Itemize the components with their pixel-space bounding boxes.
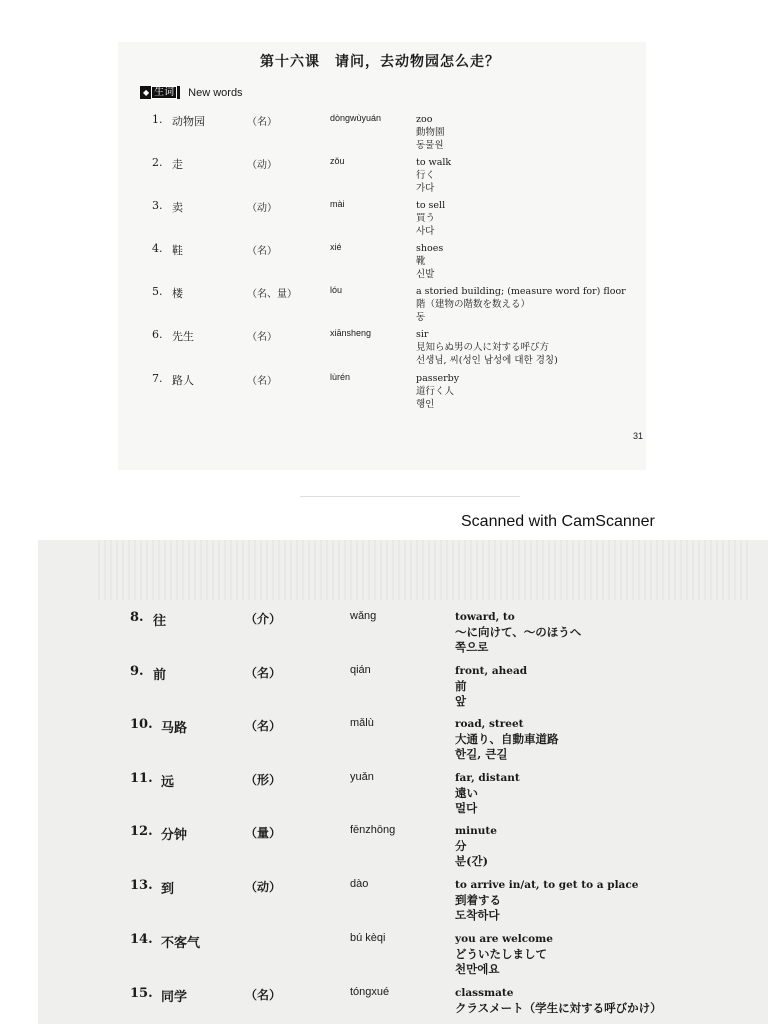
meaning-en: to arrive in/at, to get to a place [455, 879, 639, 891]
meaning-en: a storied building; (measure word for) floor [416, 286, 626, 297]
word-number: 11. [130, 771, 153, 786]
word-hanzi: 卖 [172, 201, 183, 214]
part-of-speech: （动） [245, 880, 282, 894]
diamond-icon: ◆ [143, 88, 150, 97]
part-of-speech: （名） [245, 719, 282, 733]
meaning-ko: 가다 [416, 183, 435, 194]
meaning-en: front, ahead [455, 665, 528, 677]
meanings [455, 932, 553, 977]
word-hanzi: 动物园 [172, 115, 205, 128]
word-hanzi: 马路 [161, 721, 188, 736]
word-number: 9. [130, 664, 144, 679]
meanings [416, 372, 459, 411]
meanings [416, 199, 445, 238]
meaning-ko: 사다 [416, 226, 435, 237]
meaning-ja: どういたしまして [455, 947, 547, 961]
camscanner-watermark: Scanned with CamScanner [461, 513, 655, 530]
word-number: 6. [152, 328, 163, 341]
pinyin: mài [330, 199, 345, 209]
meaning-ja: 遠い [455, 786, 478, 800]
meanings [455, 717, 559, 762]
meaning-ko: 앞 [455, 694, 467, 708]
part-of-speech: （名） [247, 376, 277, 387]
meaning-ko: 동물원 [416, 140, 444, 151]
pinyin: dào [350, 878, 369, 890]
word-number: 8. [130, 610, 144, 625]
meaning-en: shoes [416, 243, 444, 254]
meaning-ko: 선생님, 씨(성인 남성에 대한 경칭) [416, 355, 558, 366]
meaning-en: far, distant [455, 772, 520, 784]
meaning-ja: 行く [416, 170, 436, 181]
word-hanzi: 楼 [172, 287, 183, 300]
word-number: 4. [152, 242, 163, 255]
part-of-speech: （名） [247, 246, 277, 257]
lesson-title: 第十六课 请问，去动物园怎么走？ [260, 54, 500, 70]
meaning-ja: 分 [455, 839, 467, 853]
word-hanzi: 同学 [161, 990, 188, 1005]
meaning-ja: 到着する [455, 893, 501, 907]
meanings [455, 664, 527, 709]
meaning-ko: 쪽으로 [455, 640, 489, 654]
page-divider [300, 496, 520, 497]
part-of-speech: （名） [245, 666, 282, 680]
meaning-ko: 행인 [416, 399, 435, 410]
meaning-ko: 멀다 [455, 801, 478, 815]
pinyin: xiānsheng [330, 328, 372, 338]
meaning-en: minute [455, 825, 497, 837]
meaning-en: to walk [416, 157, 452, 168]
meanings [455, 824, 497, 869]
word-number: 1. [152, 113, 163, 126]
word-hanzi: 前 [153, 668, 167, 683]
meaning-ja: 買う [416, 213, 436, 224]
page-number: 31 [633, 431, 644, 441]
meaning-ko: 천만에요 [455, 962, 500, 976]
pinyin: zǒu [330, 156, 345, 166]
meaning-ja: 動物園 [416, 127, 445, 138]
new-words-header [140, 86, 243, 99]
pinyin: lóu [330, 285, 343, 295]
scanned-page-top [118, 42, 646, 470]
meaning-ja: 靴 [416, 256, 426, 267]
new-words-tag: ◆ 生词 [140, 86, 180, 99]
word-number: 5. [152, 285, 163, 298]
word-number: 13. [130, 878, 153, 893]
new-words-label: New words [188, 86, 243, 99]
meanings [416, 328, 558, 367]
meaning-ja: クラスメート（学生に対する呼びかけ） [455, 1001, 662, 1015]
meaning-en: to sell [416, 200, 446, 211]
meaning-ko: 도착하다 [455, 908, 500, 922]
word-number: 7. [152, 372, 163, 385]
word-hanzi: 远 [161, 775, 175, 790]
pinyin: mǎlù [350, 717, 374, 729]
meaning-ko: 신발 [416, 269, 435, 280]
pinyin: wǎng [350, 610, 377, 622]
pinyin: yuǎn [350, 771, 374, 783]
meanings [416, 156, 451, 195]
part-of-speech: （形） [245, 773, 282, 787]
word-hanzi: 分钟 [161, 828, 188, 843]
meaning-ja: 道行く人 [416, 386, 455, 397]
pinyin: qián [350, 664, 371, 676]
meanings [416, 113, 445, 152]
meaning-ko: 동 [416, 312, 426, 323]
word-hanzi: 往 [153, 614, 167, 629]
word-number: 12. [130, 824, 153, 839]
meaning-en: you are welcome [455, 933, 553, 945]
meaning-en: road, street [455, 718, 524, 730]
meanings [455, 986, 662, 1016]
meaning-ja: ～に向けて、～のほうへ [455, 625, 582, 639]
part-of-speech: （动） [247, 203, 277, 214]
pinyin: fēnzhōng [350, 824, 396, 836]
word-number: 15. [130, 986, 153, 1001]
word-number: 14. [130, 932, 153, 947]
part-of-speech: （量） [245, 826, 282, 840]
scan-noise [98, 540, 748, 600]
pinyin: dòngwùyuán [330, 113, 382, 123]
word-number: 3. [152, 199, 163, 212]
part-of-speech: （名） [247, 332, 277, 343]
pinyin: xié [330, 242, 342, 252]
meaning-ko: 분(간) [455, 854, 489, 868]
meaning-ja: 大通り、自動車道路 [455, 732, 559, 746]
pinyin: bú kèqi [350, 932, 386, 944]
meanings [455, 771, 520, 816]
part-of-speech: （名、量） [247, 289, 297, 300]
word-hanzi: 不客气 [161, 936, 201, 951]
meaning-ja: 見知らぬ男の人に対する呼び方 [416, 342, 550, 353]
word-hanzi: 走 [172, 158, 183, 171]
part-of-speech: （动） [247, 160, 277, 171]
pinyin: tóngxué [350, 986, 390, 998]
word-number: 10. [130, 717, 153, 732]
pinyin: lùrén [330, 372, 351, 382]
meaning-en: classmate [455, 987, 514, 999]
meanings [455, 878, 638, 923]
part-of-speech: （名） [247, 117, 277, 128]
meaning-en: passerby [416, 373, 460, 384]
word-hanzi: 到 [161, 882, 175, 897]
meaning-en: sir [416, 329, 429, 340]
meanings [416, 285, 626, 324]
meanings [455, 610, 581, 655]
word-hanzi: 鞋 [172, 244, 183, 257]
part-of-speech: （名） [245, 988, 282, 1002]
word-hanzi: 先生 [172, 330, 194, 343]
meaning-en: toward, to [455, 611, 515, 623]
word-number: 2. [152, 156, 163, 169]
meaning-ko: 한길, 큰길 [455, 747, 508, 761]
part-of-speech: （介） [245, 612, 282, 626]
meanings [416, 242, 443, 281]
meaning-en: zoo [416, 114, 433, 125]
meaning-ja: 階（建物の階数を数える） [416, 299, 531, 310]
word-hanzi: 路人 [172, 374, 194, 387]
meaning-ja: 前 [455, 679, 467, 693]
